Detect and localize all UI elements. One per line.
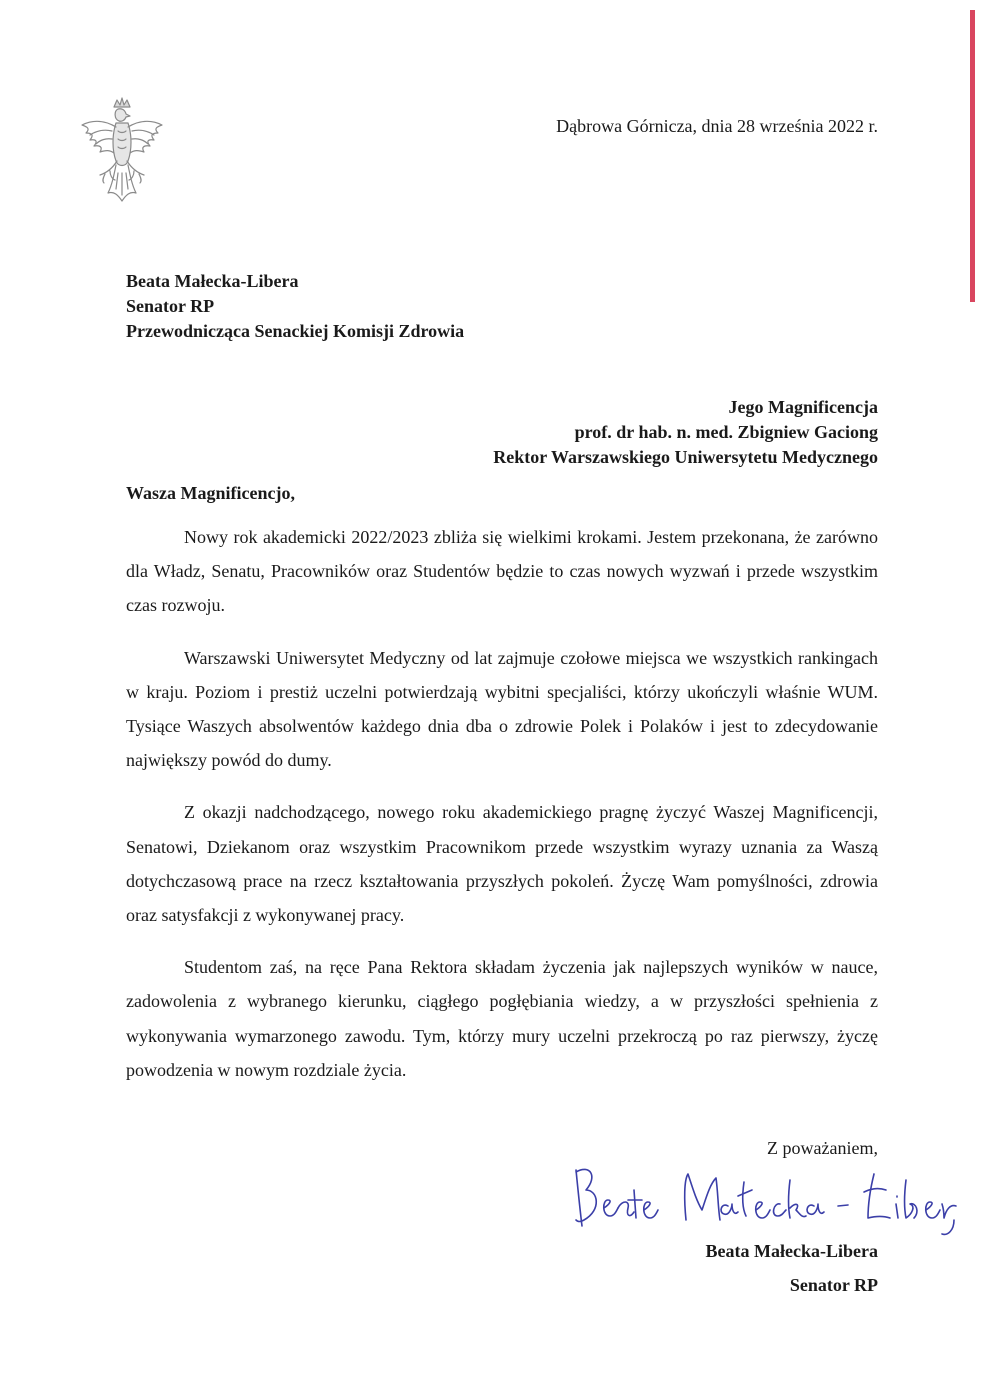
date-line: Dąbrowa Górnicza, dnia 28 września 2022 r. [556,116,878,136]
paragraph: Studentom zaś, na ręce Pana Rektora składam życzenia jak najlepszych wyników w nauce, zadowolenia z wybranego kierunku, ciągłego pogłębiania wiedzy, a w przyszłości spełnienia z wykonywania wymarzonego zawodu. Tym, którzy mury uczelni przekroczą po raz pierwszy, życzę powodzenia w nowym rozdziale życia. [126,957,878,1080]
paragraph: Nowy rok akademicki 2022/2023 zbliża się wielkimi krokami. Jestem przekonana, że zarówno dla Władz, Senatu, Pracowników oraz Studentów będzie to czas nowych wyzwań i przede wszystkim czas rozwoju. [126,527,878,616]
recipient-block [493,395,878,470]
recipient-honorific: Jego Magnificencja [728,397,878,417]
recipient-position: Rektor Warszawskiego Uniwersytetu Medycznego [493,447,878,467]
letter-body [126,520,878,1105]
paragraph: Warszawski Uniwersytet Medyczny od lat zajmuje czołowe miejsca we wszystkich rankingach w kraju. Poziom i prestiż uczelni potwierdzają wybitni specjaliści, którzy ukończyli właśnie WUM. Tysiące Waszych absolwentów każdego dnia dba o zdrowie Polek i Polaków i jest to zdecydowanie największy powód do dumy. [126,647,878,771]
edge-stripe [970,10,975,302]
sender-role: Przewodnicząca Senackiej Komisji Zdrowia [126,321,465,341]
signer-title: Senator RP [789,1275,878,1295]
signer-name: Beata Małecka-Libera [705,1241,878,1261]
signer-block [706,1234,878,1302]
sender-name: Beata Małecka-Libera [126,271,299,291]
paragraph: Z okazji nadchodzącego, nowego roku akademickiego pragnę życzyć Waszej Magnificencji, Senatowi, Dziekanom oraz wszystkim Pracownikom przede wszystkim wyrazy uznania za Waszą dotychczasową prace na rzecz kształtowania przyszłych pokoleń. Życzę Wam pomyślności, zdrowia oraz satysfakcji z wykonywanej pracy. [126,802,878,926]
closing: Z poważaniem, [767,1138,878,1158]
recipient-name: prof. dr hab. n. med. Zbigniew Gaciong [574,422,878,442]
sender-title: Senator RP [126,296,215,316]
handwritten-signature [568,1160,968,1240]
polish-eagle-emblem-icon [72,95,172,215]
sender-block [126,269,464,344]
salutation: Wasza Magnificencjo, [126,483,295,503]
